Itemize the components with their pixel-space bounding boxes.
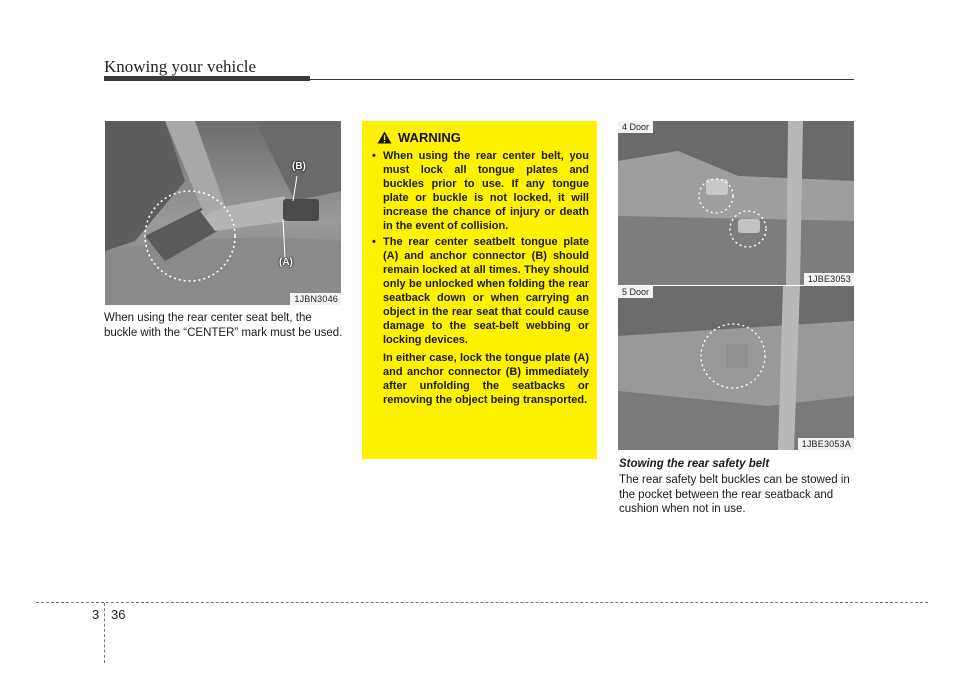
warning-header <box>377 130 589 145</box>
stowing-text: The rear safety belt buckles can be stowed in the pocket between the rear seatback and cushion when not in use. <box>619 474 850 515</box>
figure-code: 1JBN3046 <box>290 293 341 305</box>
door-tag: 4 Door <box>618 121 653 133</box>
warning-bullet: • The rear center seatbelt tongue plate (A) and anchor connector (B) should remain locked at all times. They should only be unlocked when folding the rear seatback down or when carrying an object in the rear seat that could cause damage to the seat-belt webbing or locking devices. <box>372 235 589 347</box>
header-rule <box>310 79 854 80</box>
figure-code: 1JBE3053A <box>798 438 854 450</box>
header-bar <box>104 76 310 81</box>
footer-divider <box>104 603 105 663</box>
warning-list <box>372 149 589 347</box>
page-header-title: Knowing your vehicle <box>104 57 257 76</box>
figure-code: 1JBE3053 <box>804 273 854 285</box>
page-number: 36 <box>111 607 126 622</box>
door-tag: 5 Door <box>618 286 653 298</box>
chapter-number: 3 <box>92 607 100 622</box>
warning-box <box>362 121 597 459</box>
four-door-photo <box>618 121 854 285</box>
center-belt-text: When using the rear center seat belt, the buckle with the “CENTER” mark must be used. <box>104 312 343 339</box>
warning-paragraph: In either case, lock the tongue plate (A) and anchor connector (B) immediately after unfolding the seatbacks or removing the object being transported. <box>383 352 589 406</box>
callout-b: (B) <box>292 161 306 172</box>
five-door-photo <box>618 286 854 450</box>
warning-triangle-icon <box>377 131 392 144</box>
callout-a: (A) <box>279 257 293 268</box>
warning-title: WARNING <box>398 130 461 145</box>
center-belt-photo <box>105 121 341 305</box>
footer-rule <box>36 602 928 603</box>
stowing-title: Stowing the rear safety belt <box>619 458 770 470</box>
warning-bullet: • When using the rear center belt, you must lock all tongue plates and buckles prior to use. If any tongue plate or buckle is not locked, it will increase the chance of injury or death in the event of collision. <box>372 149 589 233</box>
